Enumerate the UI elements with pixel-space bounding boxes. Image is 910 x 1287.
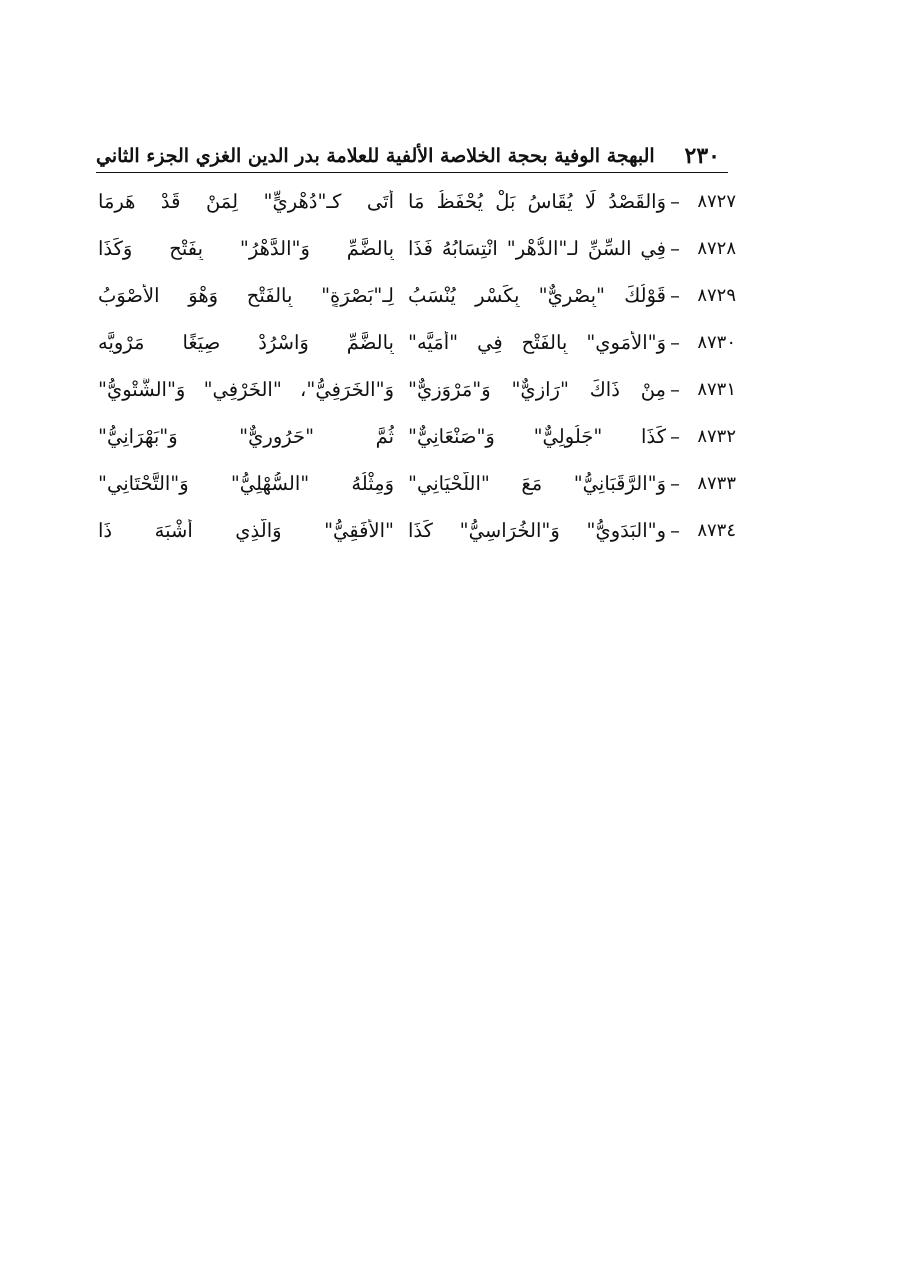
second-hemistich: بِالضَّمِّ وَ"الدَّهْرُ" بِفَتْحٍ وَكَذَا [98, 237, 394, 260]
first-hemistich: فِي السِّنِّ لـ"الدُّهْرِ" انْتِسَابُهُ فَذَا [408, 237, 666, 260]
second-hemistich: أَتَى كـ"دُهْرِيٍّ" لِمَنْ قَدْ هَرِمَا [98, 190, 394, 213]
first-hemistich: و"البَدَوِيُّ" وَ"الخُرَاسِيُّ" كَذَا [408, 519, 666, 542]
verse-line [96, 319, 736, 366]
verse-line [96, 366, 736, 413]
verse-number: ٨٧٣١ [697, 379, 736, 400]
verse-line [96, 225, 736, 272]
verse-dash: – [670, 378, 680, 401]
verse-number: ٨٧٣٤ [697, 520, 736, 541]
second-hemistich: لِـ"بَصْرَةٍ" بِالفَتْحِ وَهْوَ الأَصْوَبُ [98, 284, 394, 307]
verse-number: ٨٧٣٣ [697, 473, 736, 494]
second-hemistich: بِالضَّمِّ وَاسْرُدْ صِيَغًا مَرْوِيَّه [98, 331, 394, 354]
verse-dash: – [670, 284, 680, 307]
running-header [96, 136, 728, 170]
page-number: ٢٣٠ [684, 143, 720, 169]
verse-number: ٨٧٣٠ [697, 332, 736, 353]
verse-line [96, 178, 736, 225]
header-rule [96, 172, 728, 173]
first-hemistich: كَذَا "جَلُولِيٌّ" وَ"صَنْعَانِيٌّ" [408, 425, 666, 448]
verse-dash: – [670, 425, 680, 448]
verse-dash: – [670, 190, 680, 213]
first-hemistich: وَالقَصْدُ لَا يُقَاسُ بَلْ يُحْفَظُ مَا [408, 190, 666, 213]
verse-number: ٨٧٣٢ [697, 426, 736, 447]
verse-dash: – [670, 472, 680, 495]
verse-number: ٨٧٢٧ [697, 191, 736, 212]
verse-line [96, 413, 736, 460]
verse-line [96, 507, 736, 554]
second-hemistich: وَمِثْلُهُ "السُّهْلِيُّ" وَ"التَّحْتَانِي" [98, 472, 394, 495]
first-hemistich: وَ"الرَّقَبَانِيُّ" مَعَ "اللَّحْيَانِي" [408, 472, 666, 495]
verse-number: ٨٧٢٩ [697, 285, 736, 306]
verse-line [96, 460, 736, 507]
second-hemistich: ثُمَّ "حَرُورِيٌّ" وَ"بَهْرَانِيُّ" [98, 425, 394, 448]
verse-number: ٨٧٢٨ [697, 238, 736, 259]
first-hemistich: وَ"الأَمَوِي" بِالفَتْحِ فِي "أُمَيَّه" [408, 331, 666, 354]
book-title: البهجة الوفية بحجة الخلاصة الألفية للعلامة بدر الدين الغزي الجزء الثاني [96, 145, 655, 167]
first-hemistich: قَوْلُكَ "بِصْرِيٌّ" بِكَسْرٍ يُنْسَبُ [408, 284, 666, 307]
verse-line [96, 272, 736, 319]
verse-dash: – [670, 331, 680, 354]
verse-dash: – [670, 237, 680, 260]
second-hemistich: "الأَفَقِيُّ" وَالَّذِي أَشْبَهَ ذَا [98, 519, 394, 542]
verse-dash: – [670, 519, 680, 542]
verse-list [96, 178, 736, 554]
first-hemistich: مِنْ ذَاكَ "رَازِيٌّ" وَ"مَرْوَزِيٌّ" [408, 378, 666, 401]
second-hemistich: وَ"الخَرَفِيُّ"، "الخَرْفِي" وَ"الشُّتْوِيُّ" [98, 378, 394, 401]
